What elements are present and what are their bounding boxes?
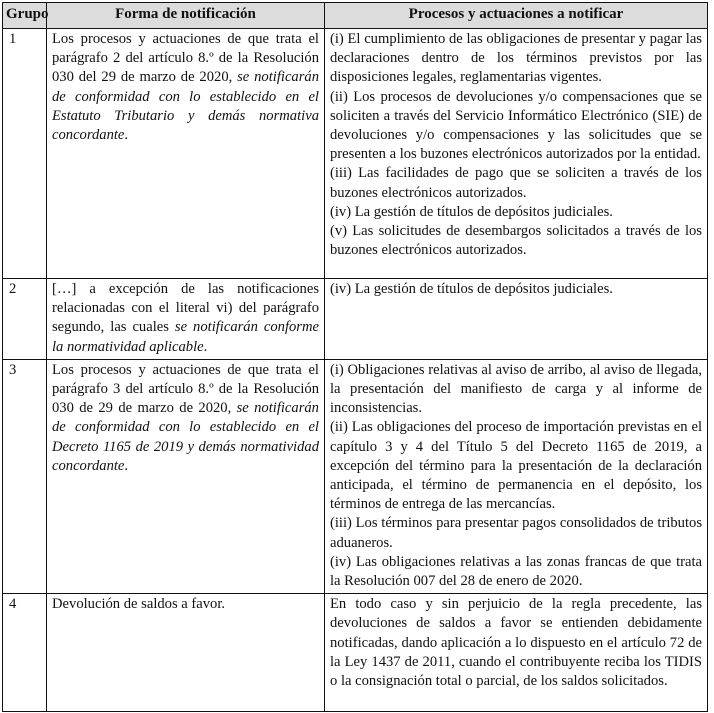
proceso-item: (iii) Las facilidades de pago que se soliciten a través de los buzones electrónicos autorizados. (330, 165, 702, 201)
proceso-item: (iv) Las obligaciones relativas a las zonas francas de que trata la Resolución 007 del 28 de enero de 2020. (330, 553, 702, 590)
grupo-cell: 4 (3, 594, 47, 712)
forma-text: Los procesos y actuaciones de que trata el parágrafo 2 del artículo 8.º de la Resolución 030 del 29 de marzo de 2020, (52, 31, 319, 86)
forma-cell (47, 279, 325, 360)
procesos-cell (325, 594, 708, 712)
proceso-item: (iii) Los términos para presentar pagos consolidados de tributos aduaneros. (330, 515, 702, 551)
table-row (3, 279, 708, 360)
forma-italic-text: se notificarán conforme la normatividad aplicable (52, 319, 319, 355)
proceso-item: (i) Obligaciones relativas al aviso de arribo, al aviso de llegada, la presentación del manifiesto de carga y al informe de inconsistencias. (330, 361, 702, 417)
procesos-cell (325, 29, 708, 279)
proceso-item: (v) Las solicitudes de desembargos solicitados a través de los buzones electrónicos autorizados. (330, 223, 702, 259)
forma-italic-text: se notificarán de conformidad con lo establecido en el Estatuto Tributario y demás normativa concordante (52, 69, 319, 144)
proceso-item: (iv) La gestión de títulos de depósitos judiciales. (330, 203, 613, 220)
forma-cell (47, 359, 325, 593)
forma-cell (47, 594, 325, 712)
table-row (3, 594, 708, 712)
grupo-cell: 2 (3, 279, 47, 360)
proceso-item: (ii) Las obligaciones del proceso de importación previstas en el capítulo 3 y 4 del Título 5 del Decreto 1165 de 2019, a excepción del término para la presentación de la declaración anticipada, el término de permanencia en el depósito, los términos de entrega de las mercancías. (330, 419, 702, 513)
header-grupo: Grupo (3, 3, 47, 29)
proceso-item: (iv) La gestión de títulos de depósitos judiciales. (330, 281, 613, 297)
table-row (3, 359, 708, 593)
table-row (3, 29, 708, 279)
grupo-cell: 1 (3, 29, 47, 279)
forma-cell (47, 29, 325, 279)
header-procesos-actuaciones: Procesos y actuaciones a notificar (325, 3, 708, 29)
forma-text: Devolución de saldos a favor. (52, 596, 226, 613)
header-forma-notificacion: Forma de notificación (47, 3, 325, 29)
notification-groups-table (2, 2, 708, 712)
proceso-item: En todo caso y sin perjuicio de la regla precedente, las devoluciones de saldos a favor se entienden debidamente notificadas, dando aplicación a lo dispuesto en el artículo 72 de la Ley 1437 de 2011, cuando el contribuyente reciba los TIDIS o la consignación total o parcial, de los saldos solicitados. (330, 596, 702, 690)
grupo-cell: 3 (3, 359, 47, 593)
proceso-item: (i) El cumplimiento de las obligaciones de presentar y pagar las declaraciones dentro de los términos previstos por las disposiciones legales, reglamentarias vigentes. (330, 31, 702, 86)
forma-text: Los procesos y actuaciones de que trata el parágrafo 3 del artículo 8.º de la Resolución 030 de 29 de marzo de 2020, (52, 361, 319, 417)
proceso-item: (ii) Los procesos de devoluciones y/o compensaciones que se soliciten a través del Servicio Informático Electrónico (SIE) de devoluciones y/o compensaciones y las solicitudes que se presenten a los buzones electrónicos autorizados por la entidad. (330, 88, 702, 163)
forma-text: […] a excepción de las notificaciones relacionadas con el literal vi) del parágrafo segundo, las cuales (52, 281, 319, 336)
forma-end: . (124, 457, 129, 474)
forma-italic-text: se notificarán de conformidad con lo establecido en el Decreto 1165 de 2019 y demás normatividad concordante (52, 400, 319, 474)
procesos-cell (325, 359, 708, 593)
forma-end: . (124, 127, 129, 144)
procesos-cell (325, 279, 708, 360)
table-header-row (3, 3, 708, 29)
forma-end: . (203, 338, 208, 355)
